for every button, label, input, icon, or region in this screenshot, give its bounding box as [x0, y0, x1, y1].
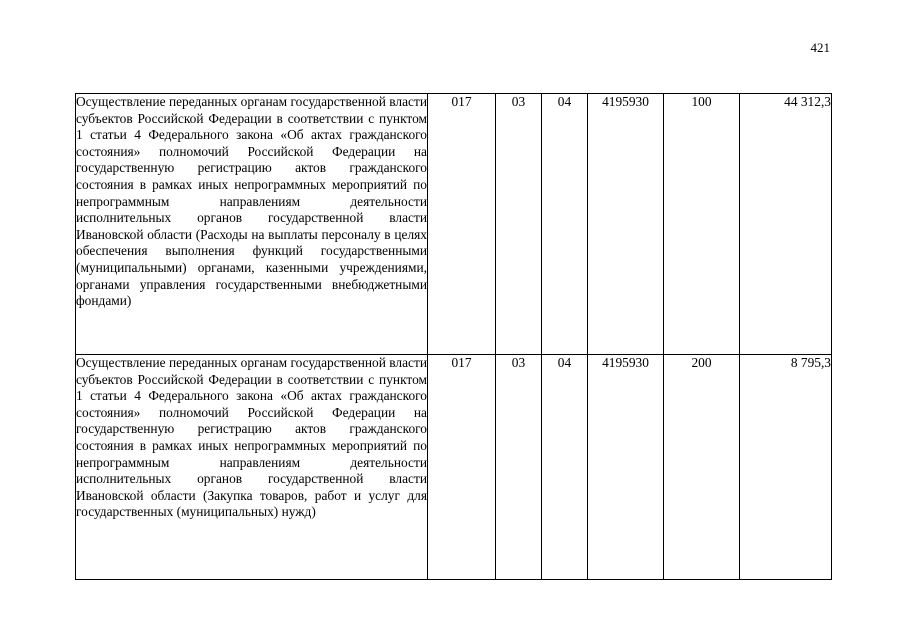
amount: 44 312,3 — [740, 94, 832, 355]
target-article-code: 4195930 — [588, 355, 664, 580]
ministry-code: 017 — [428, 94, 496, 355]
budget-table — [75, 93, 832, 580]
table-row — [76, 355, 832, 580]
subsection-code: 04 — [542, 355, 588, 580]
table-row — [76, 94, 832, 355]
expense-type-code: 100 — [664, 94, 740, 355]
expense-description: Осуществление переданных органам государственной власти субъектов Российской Федерации в соответствии с пунктом 1 статьи 4 Федерального закона «Об актах гражданского состояния» полномочий Российской Федерации на государственную регистрацию актов гражданского состояния в рамках иных непрограммных мероприятий по непрограммным направлениям деятельности исполнительных органов государственной власти Ивановской области (Расходы на выплаты персоналу в целях обеспечения выполнения функций государственными (муниципальными) органами, казенными учреждениями, органами управления государственными внебюджетными фондами) — [76, 94, 428, 355]
ministry-code: 017 — [428, 355, 496, 580]
subsection-code: 04 — [542, 94, 588, 355]
page-number: 421 — [810, 40, 830, 55]
target-article-code: 4195930 — [588, 94, 664, 355]
amount: 8 795,3 — [740, 355, 832, 580]
expense-description: Осуществление переданных органам государственной власти субъектов Российской Федерации в соответствии с пунктом 1 статьи 4 Федерального закона «Об актах гражданского состояния» полномочий Российской Федерации на государственную регистрацию актов гражданского состояния в рамках иных непрограммных мероприятий по непрограммным направлениям деятельности исполнительных органов государственной власти Ивановской области (Закупка товаров, работ и услуг для государственных (муниципальных) нужд) — [76, 355, 428, 580]
section-code: 03 — [496, 355, 542, 580]
expense-type-code: 200 — [664, 355, 740, 580]
section-code: 03 — [496, 94, 542, 355]
